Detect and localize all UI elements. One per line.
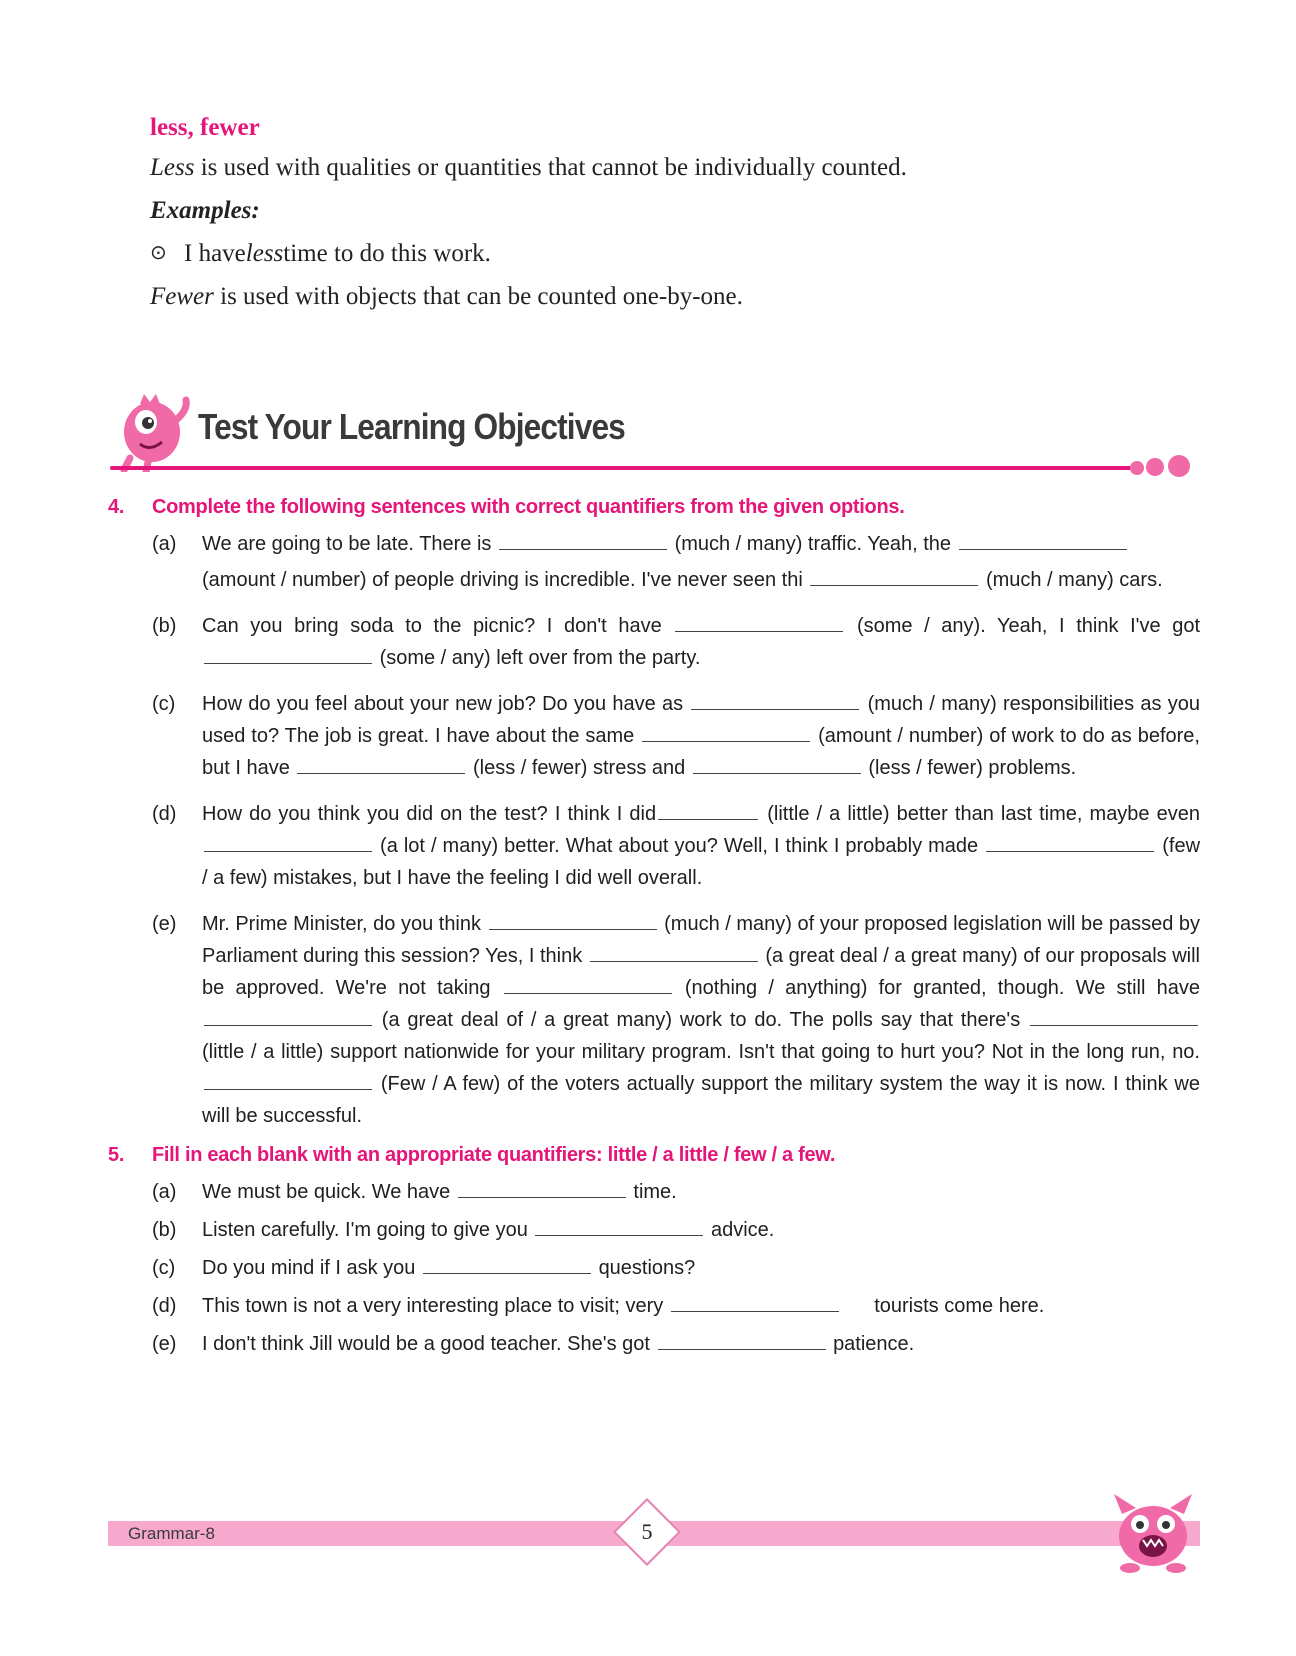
item-text: advice.: [710, 1219, 775, 1241]
answer-blank[interactable]: [204, 831, 372, 852]
answer-blank[interactable]: [489, 909, 657, 930]
item-label: (b): [152, 1219, 177, 1241]
answer-blank[interactable]: [458, 1177, 626, 1198]
banner-dot-large: [1168, 455, 1190, 477]
item-text: (some / any). Yeah, I think I've got: [856, 615, 1201, 637]
example-post: time to do this work.: [283, 240, 491, 267]
test-objectives-banner: [110, 392, 1206, 480]
q5-item-e: [108, 1328, 1200, 1360]
answer-blank[interactable]: [986, 831, 1154, 852]
answer-blank[interactable]: [535, 1215, 703, 1236]
item-text: Mr. Prime Minister, do you think: [202, 913, 482, 935]
answer-blank[interactable]: [504, 973, 672, 994]
banner-title: Test Your Learning Objectives: [198, 406, 625, 447]
item-text: (amount / number) of work to do as before, but I have: [202, 725, 1200, 779]
question-prompt: Complete the following sentences with correct quantifiers from the given options.: [152, 496, 905, 518]
answer-blank[interactable]: [423, 1253, 591, 1274]
item-text: (a great deal / a great many) of our proposals will be approved. We're not taking: [202, 945, 1201, 999]
item-text: We are going to be late. There is: [202, 533, 492, 555]
circle-bullet-icon: ⊙: [150, 242, 167, 264]
question-prompt: Fill in each blank with an appropriate quantifiers: little / a little / few / a few.: [152, 1144, 836, 1166]
answer-blank[interactable]: [499, 529, 667, 550]
question-number: 5.: [108, 1144, 125, 1166]
item-label: (c): [152, 693, 176, 715]
answer-blank[interactable]: [671, 1291, 839, 1312]
item-text: (much / many) of your proposed legislation will be passed by Parliament during this session? Yes, I think: [202, 913, 1200, 967]
answer-blank[interactable]: [204, 643, 372, 664]
item-text: Listen carefully. I'm going to give you: [202, 1219, 528, 1241]
item-text: (less / fewer) problems.: [868, 757, 1077, 779]
answer-blank[interactable]: [693, 753, 861, 774]
q5-item-b: [108, 1214, 1200, 1246]
page-number: 5: [641, 1519, 653, 1544]
monster-mascot-icon: [1108, 1484, 1198, 1574]
item-text: questions?: [598, 1257, 696, 1279]
question-number: 4.: [108, 496, 125, 518]
item-text: This town is not a very interesting place to visit; very: [202, 1295, 664, 1317]
fewer-word: Fewer: [150, 283, 214, 310]
item-text: (Few / A few) of the voters actually support the military system the way it is now. I think we will be successful.: [202, 1073, 1200, 1127]
item-label: (e): [152, 1333, 177, 1355]
q5-item-a: [108, 1176, 1200, 1208]
item-text: We must be quick. We have: [202, 1181, 451, 1203]
answer-blank[interactable]: [810, 565, 978, 586]
examples-label: Examples:: [150, 197, 260, 224]
example-pre: I have: [184, 240, 246, 267]
q4-item-c: [108, 688, 1200, 784]
answer-blank[interactable]: [297, 753, 465, 774]
item-text: (a lot / many) better. What about you? Well, I think I probably made: [380, 835, 979, 857]
example-em: less: [245, 240, 284, 267]
question-4-heading: [108, 492, 1200, 522]
q4-item-e: [108, 908, 1200, 1132]
item-text: time.: [633, 1181, 677, 1203]
q4-item-a: [108, 528, 1200, 596]
item-text: (few / a few) mistakes, but I have the feeling I did well overall.: [202, 835, 1201, 889]
banner-dot-small: [1130, 461, 1144, 475]
answer-blank[interactable]: [959, 529, 1127, 550]
item-label: (a): [152, 533, 177, 555]
item-label: (d): [152, 1295, 177, 1317]
mascot-icon: [110, 392, 192, 472]
less-rule: [150, 146, 1200, 189]
less-word: Less: [150, 154, 195, 181]
answer-blank[interactable]: [204, 1069, 372, 1090]
less-rule-text: is used with qualities or quantities that cannot be individually counted.: [194, 154, 907, 181]
answer-blank[interactable]: [691, 689, 859, 710]
item-text: tourists come here.: [874, 1295, 1045, 1317]
q5-item-c: [108, 1252, 1200, 1284]
answer-blank[interactable]: [204, 1005, 372, 1026]
answer-blank[interactable]: [590, 941, 758, 962]
q4-item-d: [108, 798, 1200, 894]
item-text: (much / many) responsibilities as you used to? The job is great. I have about the same: [202, 693, 1201, 747]
question-5-heading: [108, 1140, 1200, 1170]
item-text: (less / fewer) stress and: [472, 757, 686, 779]
fewer-rule-text: is used with objects that can be counted one-by-one.: [213, 283, 743, 310]
example-item: [150, 232, 1200, 275]
item-label: (e): [152, 913, 177, 935]
answer-blank[interactable]: [658, 799, 758, 820]
banner-dot-medium: [1146, 458, 1164, 476]
section-title: less, fewer: [150, 114, 260, 141]
item-text: (little / a little) better than last time, maybe even: [767, 803, 1201, 825]
item-text: (little / a little) support nationwide for your military program. Isn't that going to hurt you? Not in the long run, no.: [202, 1041, 1200, 1063]
answer-blank[interactable]: [675, 611, 843, 632]
q5-item-d: [108, 1290, 1200, 1322]
item-label: (b): [152, 615, 177, 637]
answer-blank[interactable]: [1030, 1005, 1198, 1026]
item-text: (much / many) cars.: [985, 569, 1163, 591]
item-text: How do you think you did on the test? I think I did: [202, 803, 657, 825]
item-text: (nothing / anything) for granted, though. We still have: [684, 977, 1201, 999]
item-text: Do you mind if I ask you: [202, 1257, 416, 1279]
item-text: patience.: [833, 1333, 915, 1355]
exercises: [108, 492, 1200, 1360]
item-label: (a): [152, 1181, 177, 1203]
item-label: (c): [152, 1257, 176, 1279]
banner-underline: [110, 466, 1136, 470]
q4-item-b: [108, 610, 1200, 674]
item-text: I don't think Jill would be a good teacher. She's got: [202, 1333, 650, 1355]
grammar-section: [150, 110, 1200, 318]
answer-blank[interactable]: [642, 721, 810, 742]
item-text: (much / many) traffic. Yeah, the: [674, 533, 951, 555]
footer-book-title: Grammar-8: [128, 1524, 215, 1543]
fewer-rule: [150, 275, 1200, 318]
item-text: How do you feel about your new job? Do you have as: [202, 693, 684, 715]
answer-blank[interactable]: [658, 1329, 826, 1350]
item-text: Can you bring soda to the picnic? I don't have: [202, 615, 662, 637]
item-text: (some / any) left over from the party.: [379, 647, 701, 669]
item-text: (amount / number) of people driving is incredible. I've never seen thi: [202, 569, 803, 591]
item-label: (d): [152, 803, 177, 825]
item-text: (a great deal of / a great many) work to do. The polls say that there's: [381, 1009, 1021, 1031]
